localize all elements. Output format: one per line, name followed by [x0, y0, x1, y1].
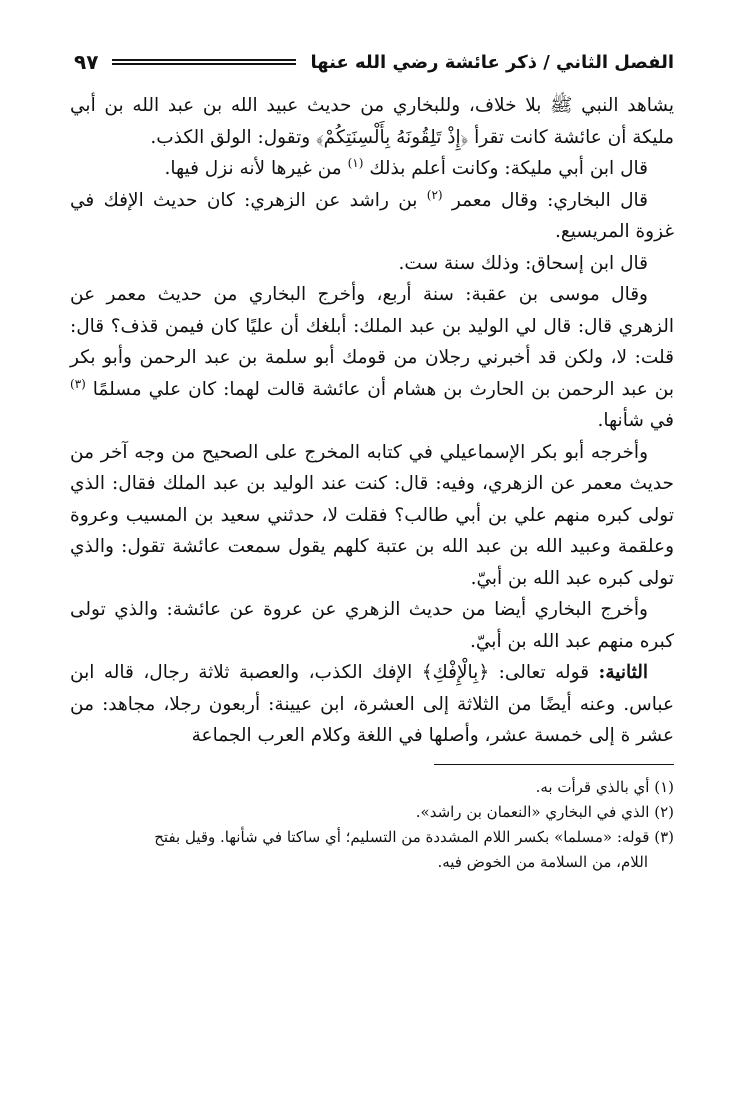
header-divider — [112, 59, 296, 65]
document-page — [70, 44, 674, 1074]
paragraph — [70, 437, 674, 595]
paragraph-text: قوله تعالى: ﴿بِالْإِفْكِ﴾ الإفك الكذب، والعصبة ثلاثة رجال، قاله ابن عباس. وعنه أيضًا من الثلاثة إلى العشرة، ابن عيينة: أربعون رجلا، مجاهد: من عشر ة إلى خمسة عشر، وأصلها في اللغة وكلام العرب الجماعة — [70, 662, 674, 746]
paragraph-text: وقال موسى بن عقبة: سنة أربع، وأخرج البخاري من حديث معمر عن الزهري قال: قال لي الوليد بن عبد الملك: أبلغك أن عليًا كان فيمن قذف؟ قال: قلت: لا، ولكن قد أخبرني رجلان من قومك أبو سلمة بن عبد الرحمن وأبو بكر بن عبد الرحمن بن الحارث بن هشام أن عائشة قالت لهما: كان علي مسلمًا — [70, 284, 674, 400]
paragraph-text: قال ابن أبي مليكة: وكانت أعلم بذلك — [369, 158, 648, 179]
footnotes — [70, 775, 674, 875]
page-number: ٩٧ — [74, 50, 99, 74]
paragraph-text: وأخرج البخاري أيضا من حديث الزهري عن عروة عن عائشة: والذي تولى كبره منهم عبد الله بن أبيّ. — [70, 599, 674, 652]
paragraph-text: من غيرها لأنه نزل فيها. — [164, 158, 342, 179]
paragraph-text: قال البخاري: وقال معمر — [451, 189, 648, 211]
footnote: (١) أي بالذي قرأت به. — [535, 777, 674, 796]
footnote-marker[interactable]: (٣) — [70, 376, 86, 391]
page-header — [70, 44, 674, 80]
footnote: (٢) الذي في البخاري «النعمان بن راشد». — [415, 802, 674, 821]
chapter-title: الفصل الثاني / ذكر عائشة رضي الله عنها — [310, 51, 674, 73]
footnote-divider — [434, 764, 674, 765]
main-text — [70, 90, 674, 752]
footnote: (٣) قوله: «مسلما» بكسر اللام المشددة من التسليم؛ أي ساكتا في شأنها. وقيل بفتح — [154, 827, 674, 846]
paragraph-text: يشاهد النبي ﷺ بلا خلاف، وللبخاري من حديث عبيد الله بن عبد الله بن أبي مليكة أن عائشة كانت تقرأ ﴿إِذْ تَلِقُونَهُ بِأَلْسِنَتِكُمْ﴾ وتقول: الولق الكذب. — [70, 95, 674, 148]
paragraph — [70, 90, 674, 153]
paragraph-text: قال ابن إسحاق: وذلك سنة ست. — [398, 252, 648, 274]
footnote-marker[interactable]: (١) — [347, 155, 364, 170]
section-lead: الثانية: — [598, 662, 648, 683]
paragraph — [70, 153, 674, 185]
paragraph-text: وأخرجه أبو بكر الإسماعيلي في كتابه المخرج على الصحيح من وجه آخر من حديث معمر عن الزهري، وفيه: قال: كنت عند الوليد بن عبد الملك فقال: الذي تولى كبره منهم علي بن أبي طالب؟ فقلت لا، حدثني سعيد بن المسيب وعروة وعلقمة وعبيد الله بن عبد الله بن عتبة كلهم يقول سمعت عائشة تقول: والذي تولى كبره عبد الله بن أبيّ. — [70, 441, 674, 589]
paragraph — [70, 185, 674, 248]
paragraph — [70, 248, 674, 280]
paragraph — [70, 657, 674, 752]
paragraph — [70, 594, 674, 657]
footnote-marker[interactable]: (٢) — [426, 187, 443, 202]
paragraph-text: بن راشد عن الزهري: كان حديث الإفك في غزوة المريسيع. — [70, 189, 674, 242]
paragraph — [70, 279, 674, 437]
footnote-continuation: اللام، من السلامة من الخوض فيه. — [437, 852, 648, 871]
paragraph-text: في شأنها. — [597, 410, 674, 431]
